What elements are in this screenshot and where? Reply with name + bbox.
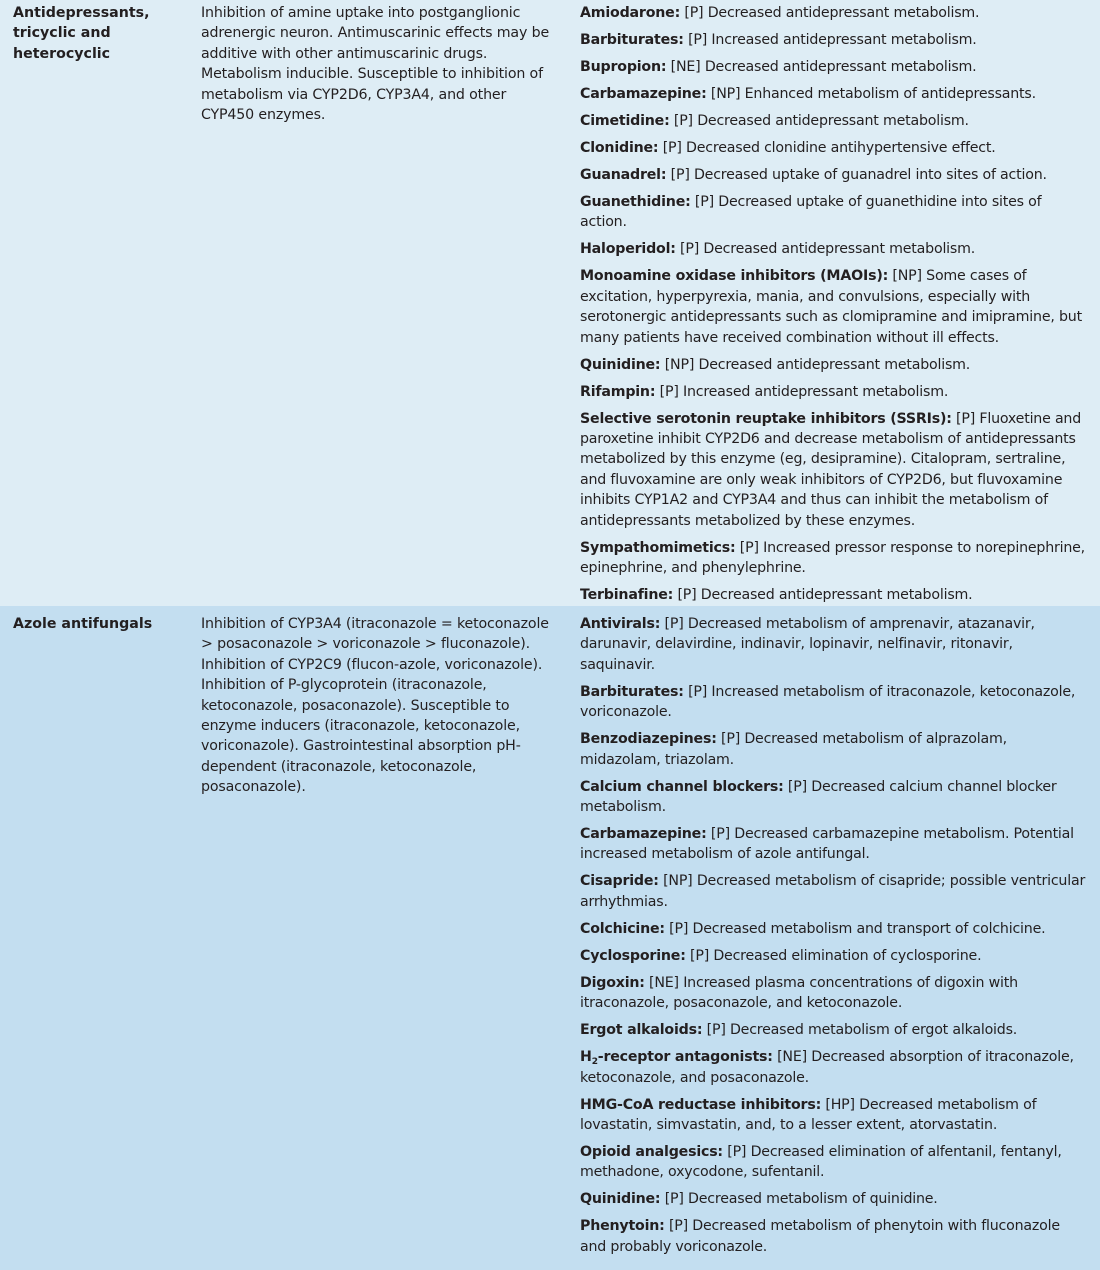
agent-name: Guanadrel: xyxy=(580,167,667,183)
interaction-entry xyxy=(580,355,1086,375)
interaction-entry xyxy=(580,871,1086,912)
interaction-description: [NE] Increased plasma concentrations of digoxin with itraconazole, posaconazole, and ketoconazole. xyxy=(580,974,1018,1012)
interactions-list xyxy=(580,3,1100,606)
interaction-entry xyxy=(580,111,1086,131)
agent-name: Colchicine: xyxy=(580,920,665,937)
agent-subscript: 2 xyxy=(591,1057,598,1068)
interacting-agent xyxy=(580,779,784,795)
agent-name: Rifampin: xyxy=(580,383,656,400)
interaction-entry xyxy=(580,1142,1086,1183)
agent-name: Cyclosporine: xyxy=(580,947,686,964)
interacting-agent xyxy=(580,5,680,21)
interaction-description: [P] Decreased antidepressant metabolism. xyxy=(669,113,969,129)
interacting-agent xyxy=(580,873,659,889)
interaction-entry xyxy=(580,57,1086,77)
interacting-agent xyxy=(580,113,670,129)
interacting-agent xyxy=(580,1144,723,1160)
interaction-entry xyxy=(580,585,1086,605)
agent-name: Monoamine oxidase inhibitors (MAOIs): xyxy=(580,268,889,285)
interacting-agent xyxy=(580,921,665,937)
table-row-azole-antifungals xyxy=(0,606,1100,1270)
interacting-agent xyxy=(580,241,676,257)
interaction-entry xyxy=(580,777,1086,818)
interacting-agent xyxy=(580,540,735,556)
drug-properties: Inhibition of CYP3A4 (itraconazole = ketoconazole > posaconazole > voriconazole > fluconazole). Inhibition of CYP2C9 (flucon-azole, voriconazole). Inhibition of P-glycoprotein (itraconazole, ketoconazole, posaconazole). Susceptible to enzyme inducers (itraconazole, ketoconazole, voriconazole). Gastrointestinal absorption pH-dependent (itraconazole, ketoconazole, posaconazole). xyxy=(201,616,549,796)
drug-name: Antidepressants, tricyclic and heterocyclic xyxy=(13,5,150,62)
agent-name: Barbiturates: xyxy=(580,683,684,700)
interaction-description: [P] Decreased metabolism of amprenavir, atazanavir, darunavir, delavirdine, indinavir, lopinavir, nelfinavir, ritonavir, saquinavir. xyxy=(580,616,1035,673)
interaction-description: [P] Decreased antidepressant metabolism. xyxy=(675,241,976,258)
table-row-antidepressants xyxy=(0,0,1100,606)
interaction-description: [P] Decreased antidepressant metabolism. xyxy=(680,5,980,21)
interactions-list xyxy=(580,614,1100,1270)
interaction-description: [P] Decreased carbamazepine metabolism. Potential increased metabolism of azole antifungal. xyxy=(580,826,1074,863)
interaction-entry xyxy=(580,192,1086,233)
agent-name: Opioid analgesics: xyxy=(580,1144,723,1161)
interaction-description: [P] Decreased clonidine antihypertensive effect. xyxy=(658,140,996,156)
agent-prefix: H xyxy=(580,1049,592,1066)
agent-name: Terbinafine: xyxy=(580,587,674,604)
interacting-agent xyxy=(580,826,707,842)
interaction-entry xyxy=(580,3,1086,23)
interacting-agent xyxy=(580,411,952,427)
interacting-agent xyxy=(580,86,707,102)
interaction-entry xyxy=(580,266,1086,348)
interaction-description: [P] Decreased metabolism of alprazolam, midazolam, triazolam. xyxy=(580,731,1007,768)
interaction-description: [P] Decreased elimination of alfentanil, fentanyl, methadone, oxycodone, sufentanil. xyxy=(580,1144,1062,1181)
agent-name: Carbamazepine: xyxy=(580,826,707,843)
interacting-agent xyxy=(580,167,666,183)
agent-name: Quinidine: xyxy=(580,356,661,373)
interaction-entry xyxy=(580,1216,1086,1257)
interaction-entry xyxy=(580,84,1086,104)
interaction-entry xyxy=(580,239,1086,259)
interacting-agent xyxy=(580,140,658,156)
interacting-agent xyxy=(580,357,660,373)
interaction-description: [P] Decreased metabolism and transport of colchicine. xyxy=(664,920,1046,937)
interaction-description: [P] Increased pressor response to norepinephrine, epinephrine, and phenylephrine. xyxy=(580,539,1085,577)
interaction-entry xyxy=(580,824,1086,865)
interaction-entry xyxy=(580,138,1086,158)
agent-name: Amiodarone: xyxy=(580,5,681,21)
agent-name: -receptor antagonists: xyxy=(597,1049,773,1066)
agent-name: Barbiturates: xyxy=(580,32,684,48)
drug-properties: Inhibition of amine uptake into postganglionic adrenergic neuron. Antimuscarinic effects may be additive with other antimuscarinic drugs. Metabolism inducible. Susceptible to inhibition of metabolism via CYP2D6, CYP3A4, and other CYP450 enzymes. xyxy=(201,5,550,124)
interaction-description: [P] Fluoxetine and paroxetine inhibit CYP2D6 and decrease metabolism of antidepressants metabolized by this enzyme (eg, desipramine). Citalopram, sertraline, and fluvoxamine are only weak inhibitors of CYP2D6, but fluvoxamine inhibits CYP1A2 and CYP3A4 and thus can inhibit the metabolism of antidepressants metabolized by these enzymes. xyxy=(580,410,1082,529)
interaction-description: [P] Decreased uptake of guanadrel into sites of action. xyxy=(666,167,1047,183)
agent-name: Phenytoin: xyxy=(580,1218,665,1235)
interaction-entry xyxy=(580,919,1086,939)
agent-name: Carbamazepine: xyxy=(580,86,707,102)
agent-name: Cimetidine: xyxy=(580,113,670,129)
interaction-entry xyxy=(580,1020,1086,1040)
interacting-agent xyxy=(580,684,684,700)
interaction-description: [NE] Decreased antidepressant metabolism. xyxy=(666,59,977,75)
interaction-description: [P] Decreased metabolism of quinidine. xyxy=(660,1191,938,1208)
agent-name: Benzodiazepines: xyxy=(580,731,717,748)
interaction-description: [P] Decreased calcium channel blocker metabolism. xyxy=(580,778,1057,816)
interaction-description: [NP] Decreased metabolism of cisapride; possible ventricular arrhythmias. xyxy=(580,873,1086,910)
agent-name: Selective serotonin reuptake inhibitors (SSRIs): xyxy=(580,410,952,427)
interaction-entry xyxy=(580,729,1086,770)
interaction-entry xyxy=(580,409,1086,531)
agent-name: Haloperidol: xyxy=(580,241,676,258)
interacting-agent xyxy=(580,1097,821,1113)
interaction-description: [P] Decreased metabolism of phenytoin with fluconazole and probably voriconazole. xyxy=(580,1218,1060,1255)
interaction-description: [P] Increased antidepressant metabolism. xyxy=(683,32,977,48)
interaction-description: [HP] Decreased metabolism of lovastatin, simvastatin, and, to a lesser extent, atorvastatin. xyxy=(580,1096,1037,1134)
interacting-agent xyxy=(580,32,684,48)
interaction-description: [NP] Some cases of excitation, hyperpyrexia, mania, and convulsions, especially with serotonergic antidepressants such as clomipramine and imipramine, but many patients have received combination without ill effects. xyxy=(580,268,1082,346)
interaction-entry xyxy=(580,1189,1086,1209)
agent-name: Bupropion: xyxy=(580,59,667,75)
interacting-agent xyxy=(580,948,686,964)
interaction-entry xyxy=(580,538,1086,579)
interaction-entry xyxy=(580,30,1086,50)
drug-name: Azole antifungals xyxy=(13,616,153,632)
agent-name: Quinidine: xyxy=(580,1191,661,1208)
interacting-agent xyxy=(580,1218,665,1234)
agent-name: Clonidine: xyxy=(580,140,659,156)
interaction-description: [NP] Decreased antidepressant metabolism. xyxy=(660,356,971,373)
interaction-description: [NE] Decreased absorption of itraconazole, ketoconazole, and posaconazole. xyxy=(580,1049,1074,1086)
interaction-description: [P] Decreased antidepressant metabolism. xyxy=(673,587,973,604)
interacting-agent xyxy=(580,384,655,400)
interaction-description: [P] Decreased uptake of guanethidine into sites of action. xyxy=(580,194,1042,231)
interacting-agent xyxy=(580,1049,773,1068)
interaction-entry xyxy=(580,165,1086,185)
interacting-agent xyxy=(580,1022,702,1038)
interaction-description: [NP] Enhanced metabolism of antidepressants. xyxy=(706,86,1036,102)
interacting-agent xyxy=(580,1191,660,1207)
interaction-entry xyxy=(580,382,1086,402)
agent-name: Sympathomimetics: xyxy=(580,539,736,556)
interaction-description: [P] Decreased elimination of cyclosporine. xyxy=(685,947,982,964)
agent-name: Digoxin: xyxy=(580,974,645,991)
agent-name: Calcium channel blockers: xyxy=(580,778,784,795)
interacting-agent xyxy=(580,587,673,603)
interaction-description: [P] Decreased metabolism of ergot alkaloids. xyxy=(702,1022,1018,1039)
interaction-description: [P] Increased antidepressant metabolism. xyxy=(655,383,949,400)
interacting-agent xyxy=(580,268,888,284)
interaction-entry xyxy=(580,973,1086,1014)
interacting-agent xyxy=(580,731,717,747)
agent-name: HMG-CoA reductase inhibitors: xyxy=(580,1096,822,1113)
interaction-entry xyxy=(580,1047,1086,1088)
interaction-entry xyxy=(580,682,1086,723)
interacting-agent xyxy=(580,616,660,632)
interacting-agent xyxy=(580,194,691,210)
agent-name: Ergot alkaloids: xyxy=(580,1022,703,1039)
interacting-agent xyxy=(580,975,645,991)
interaction-entry xyxy=(580,1095,1086,1136)
agent-name: Cisapride: xyxy=(580,873,659,890)
agent-name: Guanethidine: xyxy=(580,194,691,210)
interacting-agent xyxy=(580,59,666,75)
interaction-description: [P] Increased metabolism of itraconazole, ketoconazole, voriconazole. xyxy=(580,683,1076,721)
agent-name: Antivirals: xyxy=(580,616,661,632)
interaction-entry xyxy=(580,946,1086,966)
interaction-entry xyxy=(580,614,1086,675)
